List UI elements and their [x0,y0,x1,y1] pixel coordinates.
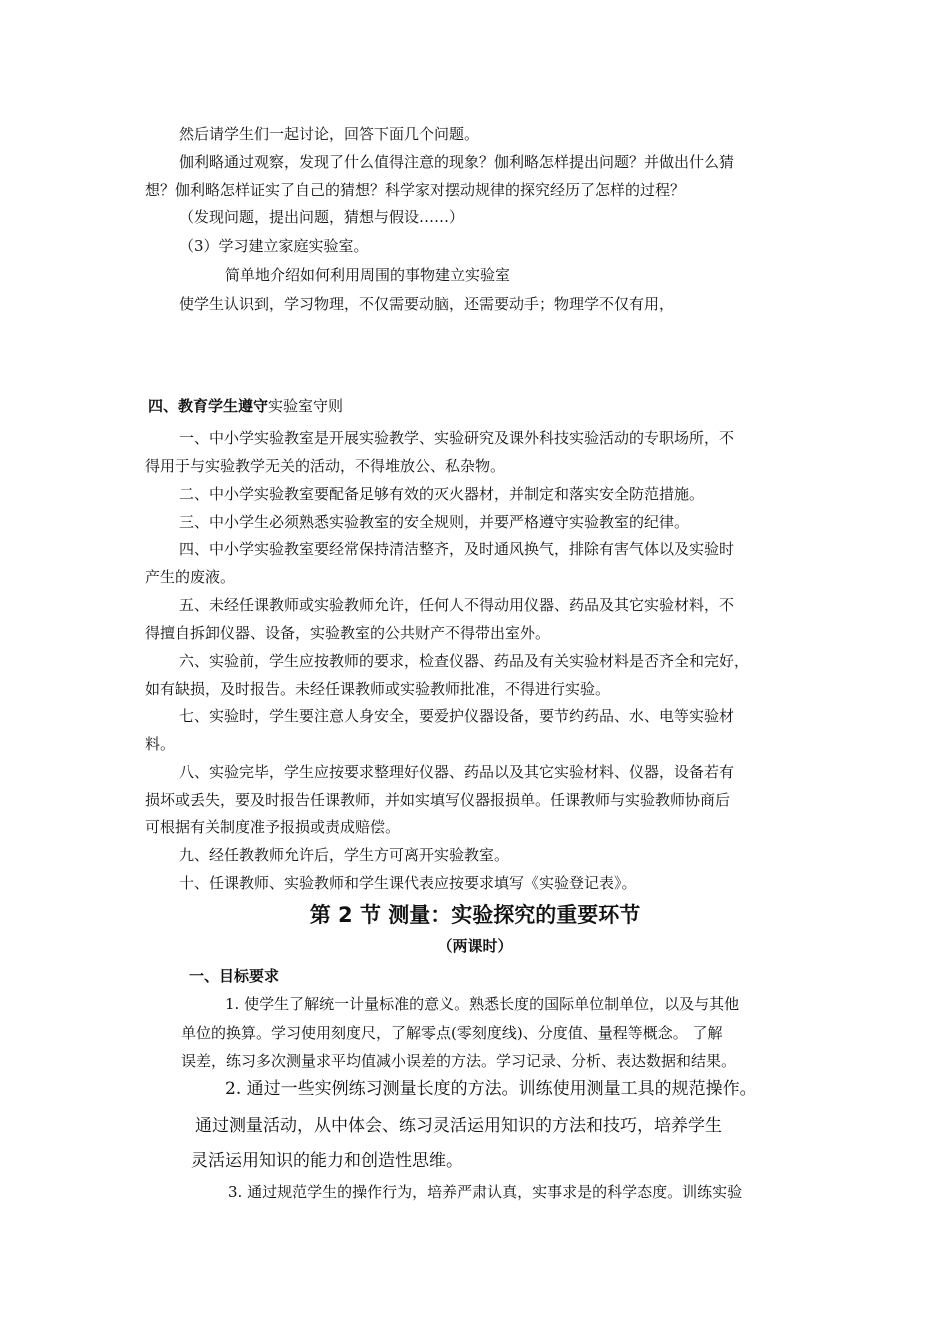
rule-10: 十、任课教师、实验教师和学生课代表应按要求填写《实验登记表》。 [179,874,637,892]
rule-8-line-1: 八、实验完毕，学生应按要求整理好仪器、药品以及其它实验材料、仪器，设备若有 [179,763,735,781]
goal-1-line-1: 1. 使学生了解统一计量标准的意义。熟悉长度的国际单位制单位，以及与其他 [225,995,740,1013]
rule-5-line-1: 五、未经任课教师或实验教师允许，任何人不得动用仪器、药品及其它实验材料，不 [179,596,735,614]
rules-heading-rest: 实验室守则 [268,397,344,415]
section-subtitle: （两课时） [437,937,513,955]
rule-6-line-2: 如有缺损，及时报告。未经任课教师或实验教师批准，不得进行实验。 [145,680,611,698]
goal-3-line-1: 3. 通过规范学生的操作行为，培养严肃认真，实事求是的科学态度。训练实验 [228,1183,743,1201]
rule-9: 九、经任教教师允许后，学生方可离开实验教室。 [179,846,510,864]
goal-1-line-3: 误差，练习多次测量求平均值减小误差的方法。学习记录、分析、表达数据和结果。 [181,1052,737,1070]
intro-line-1: 然后请学生们一起讨论，回答下面几个问题。 [179,125,480,143]
rule-7-line-1: 七、实验时，学生要注意人身安全，要爱护仪器设备，要节约药品、水、电等实验材 [179,707,735,725]
rule-8-line-2: 损坏或丢失，要及时报告任课教师，并如实填写仪器报损单。任课教师与实验教师协商后 [145,791,731,809]
rule-4-line-2: 产生的废液。 [145,568,236,586]
intro-line-7: 使学生认识到，学习物理，不仅需要动脑，还需要动手；物理学不仅有用， [179,295,675,313]
intro-line-3: 想？伽利略怎样证实了自己的猜想？科学家对摆动规律的探究经历了怎样的过程？ [145,181,686,199]
intro-line-6: 简单地介绍如何利用周围的事物建立实验室 [225,266,511,284]
rule-4-line-1: 四、中小学实验教室要经常保持清洁整齐，及时通风换气，排除有害气体以及实验时 [179,540,735,558]
rule-1-line-1: 一、中小学实验教室是开展实验教学、实验研究及课外科技实验活动的专职场所，不 [179,429,735,447]
rules-heading [148,396,343,416]
rule-3: 三、中小学生必须熟悉实验教室的安全规则，并要严格遵守实验教室的纪律。 [179,513,690,531]
intro-line-2: 伽利略通过观察，发现了什么值得注意的现象？伽利略怎样提出问题？并做出什么猜 [179,153,735,171]
rule-1-line-2: 得用于与实验教学无关的活动，不得堆放公、私杂物。 [145,457,506,475]
rule-8-line-3: 可根据有关制度准予报损或责成赔偿。 [145,818,401,836]
goal-2-line-1: 2. 通过一些实例练习测量长度的方法。训练使用测量工具的规范操作。 [225,1079,757,1099]
section-title: 第 2 节 测量：实验探究的重要环节 [309,903,641,927]
goal-2-line-2: 通过测量活动，从中体会、练习灵活运用知识的方法和技巧，培养学生 [195,1116,722,1136]
goal-1-line-2: 单位的换算。学习使用刻度尺，了解零点(零刻度线)、分度值、量程等概念。 了解 [181,1024,723,1042]
goal-2-line-3: 灵活运用知识的能力和创造性思维。 [191,1151,463,1171]
rules-heading-bold: 四、教育学生遵守 [148,397,269,415]
intro-line-4: （发现问题，提出问题，猜想与假设……） [179,208,465,226]
rule-2: 二、中小学实验教室要配备足够有效的灭火器材，并制定和落实安全防范措施。 [179,485,705,503]
intro-line-5: （3）学习建立家庭实验室。 [179,237,369,255]
rule-6-line-1: 六、实验前，学生应按教师的要求，检查仪器、药品及有关实验材料是否齐全和完好， [179,652,750,670]
rule-5-line-2: 得擅自拆卸仪器、设备，实验教室的公共财产不得带出室外。 [145,624,551,642]
rule-7-line-2: 料。 [145,735,176,753]
goals-heading: 一、目标要求 [189,967,280,985]
